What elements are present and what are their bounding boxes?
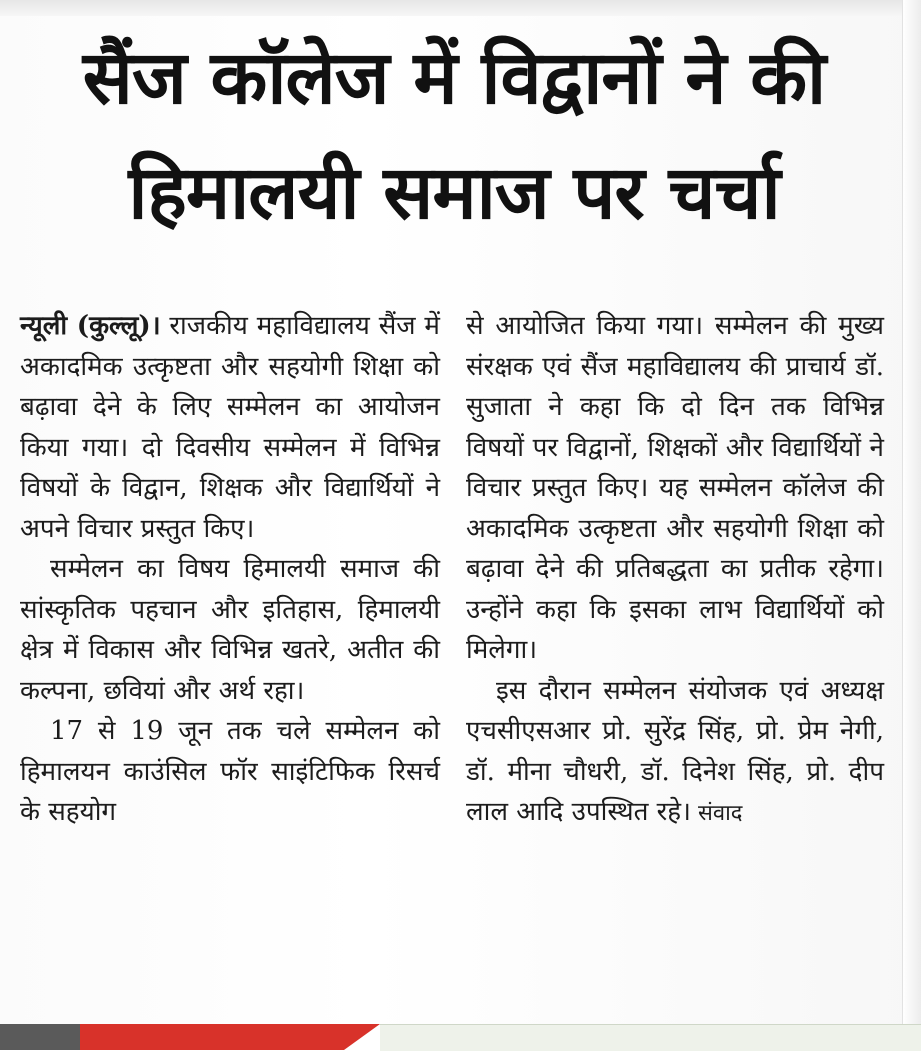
headline-line-2: हिमालयी समाज पर चर्चा <box>128 150 780 236</box>
article-paragraph-3: 17 से 19 जून तक चले सम्मेलन को हिमालयन काउंसिल फॉर साइंटिफिक रिसर्च के सहयोग <box>20 716 440 827</box>
dateline: न्यूली (कुल्लू)। <box>20 311 161 341</box>
article-column-right <box>466 306 884 835</box>
paragraph-1-text: राजकीय महाविद्यालय सैंज में अकादमिक उत्कृष्टता और सहयोगी शिक्षा को बढ़ावा देने के लिए सम्मेलन का आयोजन किया गया। दो दिवसीय सम्मेलन में विभिन्न विषयों के विद्वान, शिक्षक और विद्यार्थियों ने अपने विचार प्रस्तुत किए। <box>20 311 440 544</box>
article-paragraph-1 <box>20 306 440 549</box>
banner-light-block <box>380 1024 921 1051</box>
byline-signature: संवाद <box>690 801 743 826</box>
previous-article-edge <box>0 0 921 16</box>
article-column-left <box>20 306 440 833</box>
article-paragraph-5 <box>466 671 884 835</box>
adjacent-column-edge <box>902 0 921 1025</box>
banner-red-block <box>80 1024 380 1050</box>
article-paragraph-2: सम्मेलन का विषय हिमालयी समाज की सांस्कृतिक पहचान और इतिहास, हिमालयी क्षेत्र में विकास और विभिन्न खतरे, अतीत की कल्पना, छवियां और अर्थ रहा। <box>20 554 440 706</box>
next-article-banner-edge <box>0 1024 921 1050</box>
paragraph-5-text: इस दौरान सम्मेलन संयोजक एवं अध्यक्ष एचसीएसआर प्रो. सुरेंद्र सिंह, प्रो. प्रेम नेगी, डॉ. मीना चौधरी, डॉ. दिनेश सिंह, प्रो. दीप लाल आदि उपस्थित रहे। <box>466 675 884 827</box>
headline <box>14 22 894 252</box>
banner-grey-block <box>0 1024 80 1050</box>
headline-line-1: सैंज कॉलेज में विद्वानों ने की <box>82 35 826 121</box>
article-paragraph-4: से आयोजित किया गया। सम्मेलन की मुख्य संरक्षक एवं सैंज महाविद्यालय की प्राचार्य डॉ. सुजाता ने कहा कि दो दिन तक विभिन्न विषयों पर विद्वानों, शिक्षकों और विद्यार्थियों ने विचार प्रस्तुत किए। यह सम्मेलन कॉलेज की अकादमिक उत्कृष्टता और सहयोगी शिक्षा को बढ़ावा देने की प्रतिबद्धता का प्रतीक रहेगा। उन्होंने कहा कि इसका लाभ विद्यार्थियों को मिलेगा। <box>466 311 884 665</box>
